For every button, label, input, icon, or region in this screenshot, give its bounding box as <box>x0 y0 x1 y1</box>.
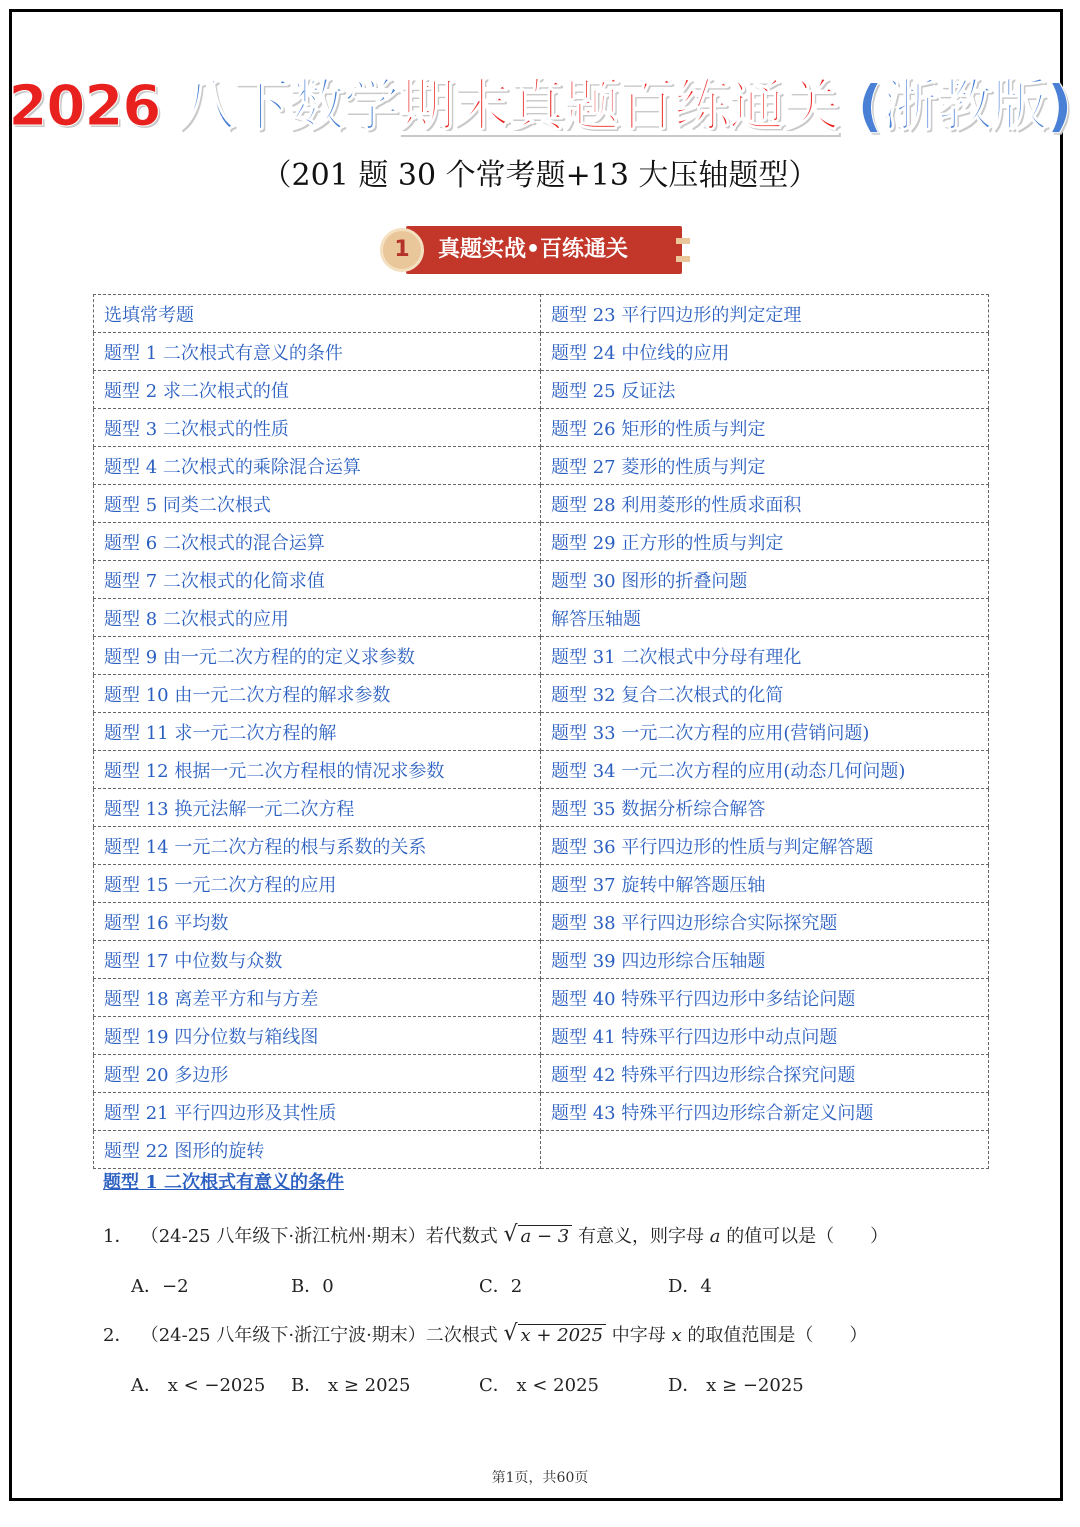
toc-row <box>94 979 989 1017</box>
toc-entry-right[interactable]: 题型 43 特殊平行四边形综合新定义问题 <box>541 1093 989 1131</box>
document-title <box>0 74 1080 140</box>
toc-entry-left[interactable]: 题型 1 二次根式有意义的条件 <box>94 333 541 371</box>
toc-entry-left[interactable]: 题型 19 四分位数与箱线图 <box>94 1017 541 1055</box>
toc-row <box>94 409 989 447</box>
toc-entry-right[interactable]: 题型 23 平行四边形的判定定理 <box>541 295 989 333</box>
toc-entry-left[interactable]: 题型 4 二次根式的乘除混合运算 <box>94 447 541 485</box>
toc-entry-left[interactable]: 题型 8 二次根式的应用 <box>94 599 541 637</box>
toc-entry-left[interactable]: 题型 2 求二次根式的值 <box>94 371 541 409</box>
option-a[interactable]: A． x < −2025 <box>131 1375 266 1396</box>
option-d[interactable]: D． x ≥ −2025 <box>668 1375 804 1396</box>
toc-entry-right[interactable]: 题型 31 二次根式中分母有理化 <box>541 637 989 675</box>
toc-entry-left[interactable]: 题型 15 一元二次方程的应用 <box>94 865 541 903</box>
toc-entry-left[interactable]: 题型 17 中位数与众数 <box>94 941 541 979</box>
toc-entry-right[interactable]: 题型 41 特殊平行四边形中动点问题 <box>541 1017 989 1055</box>
toc-entry-right[interactable]: 题型 34 一元二次方程的应用(动态几何问题) <box>541 751 989 789</box>
toc-entry-right[interactable]: 题型 32 复合二次根式的化简 <box>541 675 989 713</box>
toc-entry-right[interactable]: 题型 42 特殊平行四边形综合探究问题 <box>541 1055 989 1093</box>
document-subtitle: （201 题 30 个常考题+13 大压轴题型） <box>261 158 819 193</box>
toc-entry-right[interactable]: 解答压轴题 <box>541 599 989 637</box>
toc-row <box>94 675 989 713</box>
toc-row <box>94 333 989 371</box>
toc-entry-right[interactable]: 题型 30 图形的折叠问题 <box>541 561 989 599</box>
banner-dash-decoration <box>676 238 690 244</box>
question-2 <box>103 1321 867 1347</box>
toc-entry-left[interactable]: 题型 5 同类二次根式 <box>94 485 541 523</box>
section-heading-link[interactable]: 题型 1 二次根式有意义的条件 <box>103 1172 345 1193</box>
toc-entry-right[interactable]: 题型 33 一元二次方程的应用(营销问题) <box>541 713 989 751</box>
title-year: 2026 <box>8 74 161 139</box>
toc-entry-left[interactable]: 题型 6 二次根式的混合运算 <box>94 523 541 561</box>
toc-entry-right[interactable]: 题型 36 平行四边形的性质与判定解答题 <box>541 827 989 865</box>
toc-row <box>94 751 989 789</box>
toc-entry-left[interactable]: 题型 9 由一元二次方程的的定义求参数 <box>94 637 541 675</box>
title-edition: (浙教版) <box>857 74 1072 139</box>
toc-entry-left[interactable]: 题型 14 一元二次方程的根与系数的关系 <box>94 827 541 865</box>
toc-row <box>94 827 989 865</box>
question-variable: x <box>671 1325 682 1346</box>
option-b[interactable]: B．0 <box>291 1276 334 1297</box>
toc-entry-left[interactable]: 题型 3 二次根式的性质 <box>94 409 541 447</box>
toc-row <box>94 371 989 409</box>
toc-entry-right[interactable]: 题型 39 四边形综合压轴题 <box>541 941 989 979</box>
toc-entry-left[interactable]: 选填常考题 <box>94 295 541 333</box>
option-b[interactable]: B． x ≥ 2025 <box>291 1375 411 1396</box>
toc-row <box>94 941 989 979</box>
option-c[interactable]: C． x < 2025 <box>479 1375 599 1396</box>
toc-entry-left[interactable]: 题型 10 由一元二次方程的解求参数 <box>94 675 541 713</box>
title-subject: 八下数学 <box>178 74 399 139</box>
toc-entry-left[interactable]: 题型 11 求一元二次方程的解 <box>94 713 541 751</box>
question-variable: a <box>709 1226 721 1247</box>
toc-row <box>94 637 989 675</box>
toc-entry-right[interactable]: 题型 38 平行四边形综合实际探究题 <box>541 903 989 941</box>
toc-entry-right[interactable]: 题型 27 菱形的性质与判定 <box>541 447 989 485</box>
toc-entry-left[interactable]: 题型 7 二次根式的化简求值 <box>94 561 541 599</box>
toc-entry-right[interactable]: 题型 26 矩形的性质与判定 <box>541 409 989 447</box>
toc-entry-left[interactable]: 题型 12 根据一元二次方程根的情况求参数 <box>94 751 541 789</box>
radical-expression: √ a − 3 <box>518 1225 573 1247</box>
toc-entry-right[interactable]: 题型 25 反证法 <box>541 371 989 409</box>
toc-entry-right <box>541 1131 989 1169</box>
toc-entry-left[interactable]: 题型 21 平行四边形及其性质 <box>94 1093 541 1131</box>
question-text: 有意义，则字母 <box>577 1226 704 1247</box>
toc-entry-right[interactable]: 题型 37 旋转中解答题压轴 <box>541 865 989 903</box>
page-footer: 第1页，共60页 <box>491 1470 589 1486</box>
toc-entry-right[interactable]: 题型 29 正方形的性质与判定 <box>541 523 989 561</box>
question-text: 的值可以是（ ） <box>726 1226 889 1247</box>
toc-row <box>94 713 989 751</box>
toc-row <box>94 523 989 561</box>
radical-expression: √ x + 2025 <box>518 1324 607 1346</box>
toc-row <box>94 865 989 903</box>
question-text: （24-25 八年级下·浙江杭州·期末）若代数式 <box>140 1226 498 1247</box>
toc-row <box>94 599 989 637</box>
question-1 <box>103 1222 888 1248</box>
option-d[interactable]: D．4 <box>668 1276 712 1297</box>
toc-entry-right[interactable]: 题型 40 特殊平行四边形中多结论问题 <box>541 979 989 1017</box>
toc-entry-left[interactable]: 题型 16 平均数 <box>94 903 541 941</box>
question-text: （24-25 八年级下·浙江宁波·期末）二次根式 <box>140 1325 498 1346</box>
toc-entry-left[interactable]: 题型 18 离差平方和与方差 <box>94 979 541 1017</box>
table-of-contents <box>93 294 989 1169</box>
section-banner <box>380 224 700 276</box>
toc-row <box>94 1017 989 1055</box>
question-number: 1． <box>103 1226 133 1247</box>
banner-number-badge: 1 <box>380 228 424 272</box>
toc-row <box>94 447 989 485</box>
toc-entry-right[interactable]: 题型 35 数据分析综合解答 <box>541 789 989 827</box>
toc-row <box>94 1093 989 1131</box>
toc-entry-right[interactable]: 题型 28 利用菱形的性质求面积 <box>541 485 989 523</box>
toc-row <box>94 903 989 941</box>
option-c[interactable]: C．2 <box>479 1276 523 1297</box>
banner-text: 真题实战•百练通关 <box>438 237 629 262</box>
toc-entry-left[interactable]: 题型 22 图形的旋转 <box>94 1131 541 1169</box>
question-text: 中字母 <box>611 1325 666 1346</box>
option-a[interactable]: A．−2 <box>131 1276 189 1297</box>
title-highlight: 期末真题百练通关 <box>398 74 839 139</box>
toc-row <box>94 789 989 827</box>
banner-dash-decoration <box>676 256 690 262</box>
toc-row <box>94 1131 989 1169</box>
toc-entry-left[interactable]: 题型 20 多边形 <box>94 1055 541 1093</box>
toc-row <box>94 485 989 523</box>
toc-row <box>94 561 989 599</box>
toc-entry-left[interactable]: 题型 13 换元法解一元二次方程 <box>94 789 541 827</box>
toc-row <box>94 295 989 333</box>
toc-row <box>94 1055 989 1093</box>
question-text: 的取值范围是（ ） <box>687 1325 868 1346</box>
toc-entry-right[interactable]: 题型 24 中位线的应用 <box>541 333 989 371</box>
question-number: 2． <box>103 1325 133 1346</box>
